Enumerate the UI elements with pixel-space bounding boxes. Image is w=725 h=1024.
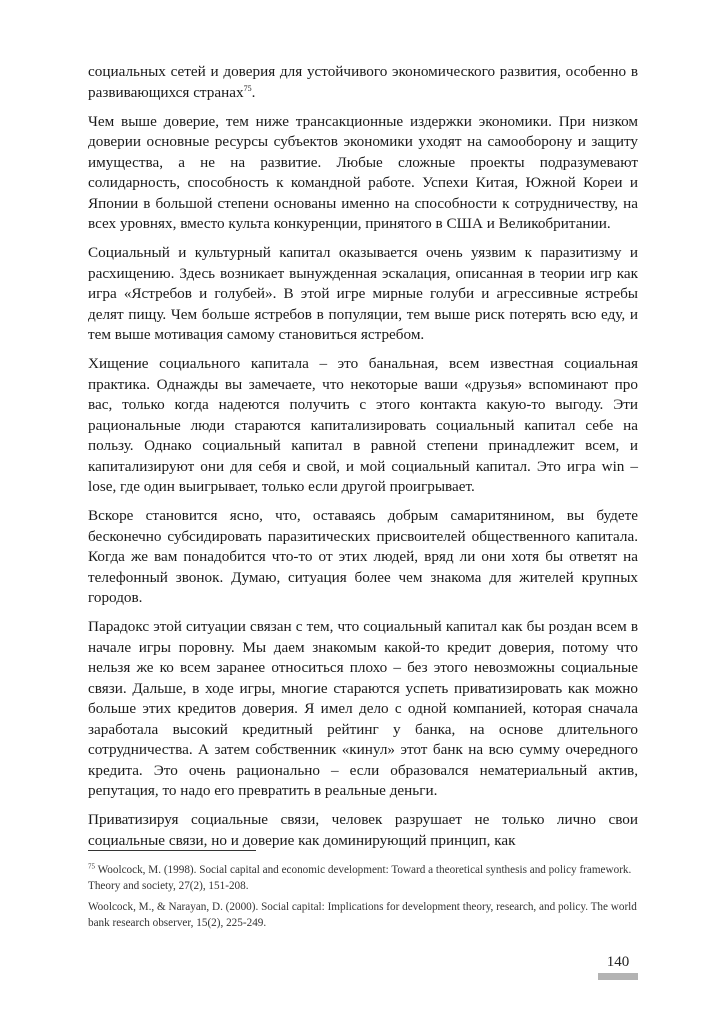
paragraph: Социальный и культурный капитал оказывается очень уязвим к паразитизму и расхищению. Здесь возникает вынужденная эскалация, описанная в теории игр как игра «Ястребов и голубей». В этой игре мирные голуби и агрессивные ястребы делят пищу. Чем больше ястребов в популяции, тем выше риск потерять всю еду, и тем выше мотивация самому становиться ястребом.	[88, 244, 638, 343]
footnote-reference[interactable]: 75	[243, 83, 252, 93]
footnote-divider	[88, 850, 256, 851]
paragraph: Чем выше доверие, тем ниже трансакционные издержки экономики. При низком доверии основные ресурсы субъектов экономики уходят на самооборону и защиту имущества, а не на развитие. Любые сложные проекты подразумевают солидарность, способность к командной работе. Успехи Китая, Южной Кореи и Японии в большой степени основаны именно на способности к сотрудничеству, на всех уровнях, вместо культа конкуренции, принятого в США и Великобритании.	[88, 112, 638, 232]
page-number: 140	[606, 954, 630, 970]
footnote-mark: 75	[88, 862, 95, 871]
footnote-text: Woolcock, M., & Narayan, D. (2000). Social capital: Implications for development theory, research, and policy. The world bank research observer, 15(2), 225-249.	[88, 901, 637, 929]
paragraph: Приватизируя социальные связи, человек разрушает не только лично свои социальные связи, но и доверие как доминирующий принцип, как	[88, 811, 638, 849]
page-number-bar	[598, 973, 638, 980]
paragraph: социальных сетей и доверия для устойчивого экономического развития, особенно в развивающихся странах$^{75}$.	[88, 63, 638, 101]
footnotes	[88, 862, 638, 936]
footnote	[88, 899, 638, 931]
paragraph: Хищение социального капитала – это банальная, всем известная социальная практика. Однажды вы замечаете, что некоторые ваши «друзья» вспоминают про вас, только когда надеются получить с этого контакта какую-то выгоду. Эти рациональные люди стараются капитализировать социальный капитал себе на пользу. Однако социальный капитал в равной степени принадлежит всем, и капитализируют они для себя и свой, и мой социальный капитал. Это игра win – lose, где один выигрывает, только если другой проигрывает.	[88, 355, 638, 495]
body-text	[88, 62, 638, 851]
paragraph-text: социальных сетей и доверия для устойчивого экономического развития, особенно в развивающихся странах	[88, 63, 638, 101]
paragraph: Парадокс этой ситуации связан с тем, что социальный капитал как бы роздан всем в начале игры поровну. Мы даем знакомым какой-то кредит доверия, потому что нельзя же ко всем заранее относиться плохо – без этого невозможны социальные связи. Дальше, в ходе игры, многие стараются успеть приватизировать как можно больше этих кредитов доверия. Я имел дело с одной компанией, которая сначала заработала высокий кредитный рейтинг у банка, на основе длительного сотрудничества. А затем собственник «кинул» этот банк на всю сумму очередного кредита. Это очень рационально – если образовался нематериальный актив, репутация, то надо его превратить в реальные деньги.	[88, 618, 638, 799]
paragraph: Вскоре становится ясно, что, оставаясь добрым самаритянином, вы будете бесконечно субсидировать паразитических присвоителей общественного капитала. Когда же вам понадобится что-то от этих людей, вряд ли они хотя бы ответят на телефонный звонок. Думаю, ситуация более чем знакома для жителей крупных городов.	[88, 507, 638, 606]
footnote	[88, 862, 638, 894]
footnote-text: Woolcock, M. (1998). Social capital and economic development: Toward a theoretical synthesis and policy framework. Theory and society, 27(2), 151-208.	[88, 864, 632, 892]
